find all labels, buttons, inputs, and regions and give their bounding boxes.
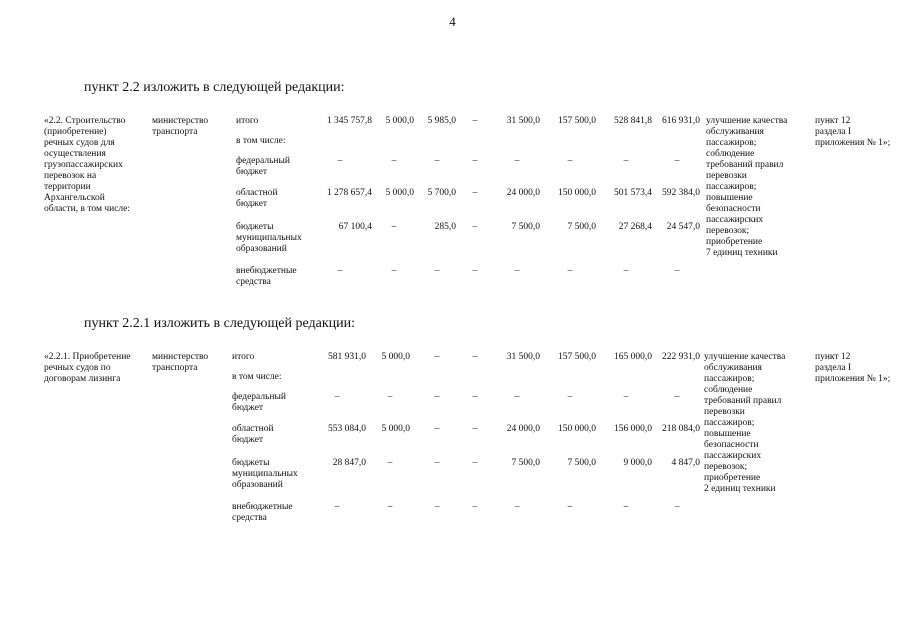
funding-value: 5 700,0 [427, 188, 456, 198]
funding-value: – [472, 222, 478, 232]
expected-result-line: перевозки [706, 171, 747, 181]
funding-value: 165 000,0 [614, 352, 652, 362]
funding-value: – [674, 156, 680, 166]
section-heading: пункт 2.2.1 изложить в следующей редакции: [84, 316, 355, 331]
funding-value: – [391, 222, 397, 232]
funding-source-label: бюджет [232, 403, 264, 413]
funding-value: – [434, 502, 440, 512]
measure-title-line: «2.2.1. Приобретение [44, 352, 131, 362]
funding-value: 156 000,0 [614, 424, 652, 434]
expected-result-line: пассажирских [706, 215, 764, 225]
expected-result-line: повышение [704, 429, 751, 439]
executor-line: министерство [152, 352, 209, 362]
funding-value: 553 084,0 [328, 424, 366, 434]
reference-line: раздела I [815, 363, 852, 373]
funding-source-label: бюджеты [236, 222, 274, 232]
executor-line: транспорта [152, 363, 198, 373]
funding-value: – [334, 502, 340, 512]
expected-result-line: приобретение [706, 237, 763, 247]
funding-value: – [623, 266, 629, 276]
expected-result-line: требований правил [704, 396, 782, 406]
funding-source-label: в том числе: [232, 372, 282, 382]
funding-value: – [337, 156, 343, 166]
funding-value: 222 931,0 [662, 352, 700, 362]
funding-value: – [674, 502, 680, 512]
funding-value: – [674, 392, 680, 402]
measure-title-line: перевозок на [44, 171, 97, 181]
expected-result-line: безопасности [706, 204, 761, 214]
measure-title-line: «2.2. Строительство [44, 116, 126, 126]
expected-result-line: 2 единиц техники [704, 484, 776, 494]
measure-title-line: (приобретение) [44, 127, 107, 137]
funding-value: 150 000,0 [558, 424, 596, 434]
expected-result-line: улучшение качества [704, 352, 786, 362]
funding-value: – [514, 266, 520, 276]
executor-line: министерство [152, 116, 209, 126]
funding-source-label: средства [236, 277, 271, 287]
funding-value: – [387, 458, 393, 468]
funding-value: 4 847,0 [671, 458, 700, 468]
funding-value: – [567, 392, 573, 402]
funding-source-label: муниципальных [236, 233, 302, 243]
funding-value: – [623, 156, 629, 166]
funding-value: 5 000,0 [385, 188, 414, 198]
reference-line: приложения № 1»; [815, 138, 891, 148]
funding-value: – [434, 458, 440, 468]
funding-source-label: муниципальных [232, 469, 298, 479]
funding-value: – [472, 188, 478, 198]
funding-value: – [337, 266, 343, 276]
measure-title-line: речных судов для [44, 138, 115, 148]
funding-source-label: областной [232, 424, 274, 434]
funding-value: – [391, 156, 397, 166]
funding-value: 9 000,0 [623, 458, 652, 468]
funding-value: – [674, 266, 680, 276]
funding-value: 1 345 757,8 [326, 116, 372, 126]
funding-source-label: федеральный [232, 392, 286, 402]
expected-result-line: пассажиров; [704, 418, 755, 428]
expected-result-line: перевозки [704, 407, 745, 417]
funding-value: – [472, 352, 478, 362]
measure-title-line: области, в том числе: [44, 204, 131, 214]
funding-value: – [472, 424, 478, 434]
funding-value: – [434, 424, 440, 434]
measure-title-line: речных судов по [44, 363, 111, 373]
funding-value: 528 841,8 [614, 116, 652, 126]
funding-value: – [391, 266, 397, 276]
funding-value: – [334, 392, 340, 402]
funding-value: – [567, 266, 573, 276]
page-number: 4 [449, 14, 456, 29]
funding-value: 24 547,0 [666, 222, 700, 232]
funding-source-label: внебюджетные [232, 502, 293, 512]
funding-value: 67 100,4 [338, 222, 372, 232]
reference-line: приложения № 1»; [815, 374, 891, 384]
funding-value: – [472, 392, 478, 402]
funding-value: 581 931,0 [328, 352, 366, 362]
reference-line: пункт 12 [815, 352, 851, 362]
expected-result-line: повышение [706, 193, 753, 203]
funding-value: – [623, 502, 629, 512]
expected-result-line: безопасности [704, 440, 759, 450]
expected-result-line: пассажиров; [706, 138, 757, 148]
funding-source-label: бюджеты [232, 458, 270, 468]
funding-value: 7 500,0 [511, 458, 540, 468]
funding-source-label: федеральный [236, 156, 290, 166]
funding-value: – [434, 156, 440, 166]
reference-line: раздела I [815, 127, 852, 137]
funding-value: – [472, 458, 478, 468]
funding-value: – [567, 502, 573, 512]
expected-result-line: обслуживания [706, 127, 764, 137]
funding-source-label: внебюджетные [236, 266, 297, 276]
funding-value: 5 000,0 [381, 424, 410, 434]
funding-value: 150 000,0 [558, 188, 596, 198]
funding-source-label: бюджет [236, 167, 268, 177]
measure-title-line: грузопассажирских [44, 160, 123, 170]
funding-value: – [514, 156, 520, 166]
funding-value: 31 500,0 [506, 352, 540, 362]
funding-value: 7 500,0 [567, 222, 596, 232]
funding-value: – [567, 156, 573, 166]
measure-title-line: осуществления [44, 149, 106, 159]
funding-source-label: бюджет [236, 199, 268, 209]
funding-value: 157 500,0 [558, 352, 596, 362]
expected-result-line: пассажиров; [706, 182, 757, 192]
expected-result-line: соблюдение [704, 385, 753, 395]
funding-value: 501 573,4 [614, 188, 652, 198]
expected-result-line: обслуживания [704, 363, 762, 373]
funding-value: 5 000,0 [385, 116, 414, 126]
measure-title-line: Архангельской [44, 193, 105, 203]
funding-value: 1 278 657,4 [326, 188, 372, 198]
funding-source-label: бюджет [232, 435, 264, 445]
funding-value: 24 000,0 [506, 188, 540, 198]
funding-value: – [387, 502, 393, 512]
funding-source-label: в том числе: [236, 136, 286, 146]
funding-value: – [472, 156, 478, 166]
funding-source-label: образований [236, 244, 287, 254]
funding-value: 7 500,0 [511, 222, 540, 232]
expected-result-line: улучшение качества [706, 116, 788, 126]
funding-value: 7 500,0 [567, 458, 596, 468]
funding-value: 31 500,0 [506, 116, 540, 126]
funding-value: 5 000,0 [381, 352, 410, 362]
measure-title-line: договорам лизинга [44, 374, 121, 384]
expected-result-line: перевозок; [704, 462, 748, 472]
funding-value: 24 000,0 [506, 424, 540, 434]
expected-result-line: 7 единиц техники [706, 248, 778, 258]
funding-value: – [472, 266, 478, 276]
executor-line: транспорта [152, 127, 198, 137]
reference-line: пункт 12 [815, 116, 851, 126]
funding-source-label: областной [236, 188, 278, 198]
expected-result-line: пассажиров; [704, 374, 755, 384]
funding-value: 27 268,4 [618, 222, 652, 232]
funding-value: – [472, 502, 478, 512]
expected-result-line: перевозок; [706, 226, 750, 236]
funding-source-label: итого [236, 116, 259, 126]
funding-value: – [514, 392, 520, 402]
funding-value: – [434, 266, 440, 276]
funding-value: 616 931,0 [662, 116, 700, 126]
funding-value: – [434, 392, 440, 402]
funding-source-label: итого [232, 352, 255, 362]
funding-value: 5 985,0 [427, 116, 456, 126]
funding-value: 285,0 [434, 222, 456, 232]
funding-value: – [514, 502, 520, 512]
section-heading: пункт 2.2 изложить в следующей редакции: [84, 80, 345, 95]
funding-value: – [434, 352, 440, 362]
funding-source-label: образований [232, 480, 283, 490]
funding-value: 592 384,0 [662, 188, 700, 198]
funding-value: 28 847,0 [332, 458, 366, 468]
funding-value: – [387, 392, 393, 402]
expected-result-line: соблюдение [706, 149, 755, 159]
funding-value: – [472, 116, 478, 126]
expected-result-line: требований правил [706, 160, 784, 170]
expected-result-line: пассажирских [704, 451, 762, 461]
measure-title-line: территории [44, 182, 91, 192]
funding-source-label: средства [232, 513, 267, 523]
expected-result-line: приобретение [704, 473, 761, 483]
funding-value: 218 084,0 [662, 424, 700, 434]
funding-value: – [623, 392, 629, 402]
funding-value: 157 500,0 [558, 116, 596, 126]
